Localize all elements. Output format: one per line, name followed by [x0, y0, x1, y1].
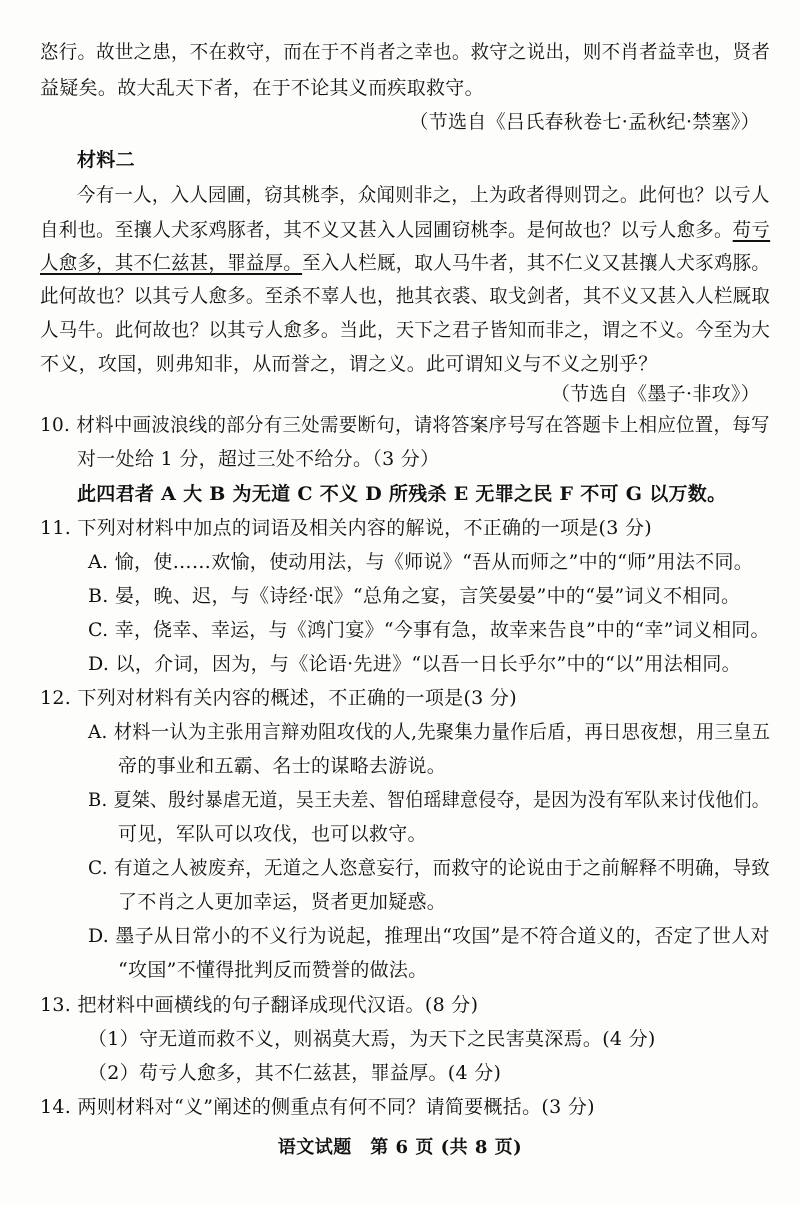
material2-line-6: 不义，攻国，则弗知非，从而誉之，谓之义。此可谓知义与不义之别乎？	[40, 353, 658, 375]
underlined-sentence-part-1: 苟亏	[732, 219, 771, 241]
q13-sentence-2: （2）苟亏人愈多，其不仁兹甚，罪益厚。(4 分)	[88, 1062, 502, 1084]
q12-option-a-line-2: 帝的事业和五霸、名士的谋略去游说。	[118, 755, 447, 777]
q12-stem: 12. 下列对材料有关内容的概述，不正确的一项是(3 分)	[40, 687, 517, 709]
material2-title: 材料二	[77, 149, 135, 171]
underlined-sentence-part-2: 人愈多，其不仁兹甚，罪益厚。	[40, 252, 303, 274]
material2-line-1: 今有一人，入人园圃，窃其桃李，众闻则非之，上为政者得则罚之。此何也？以亏人	[77, 184, 770, 206]
q13-sentence-1: （1）守无道而救不义，则祸莫大焉，为天下之民害莫深焉。(4 分)	[88, 1028, 656, 1050]
q13-stem: 13. 把材料中画横线的句子翻译成现代汉语。(8 分)	[40, 994, 479, 1016]
q12-option-d-line-1: D. 墨子从日常小的不义行为说起，推理出“攻国”是不符合道义的，否定了世人对	[88, 925, 770, 947]
q11-option-d: D. 以，介词，因为，与《论语·先进》“以吾一日长乎尔”中的“以”用法相同。	[88, 653, 741, 675]
page-footer: 语文试题 第 6 页 (共 8 页)	[277, 1137, 523, 1158]
material1-source: （节选自《吕氏春秋卷七·孟秋纪·禁塞》）	[409, 111, 760, 133]
material2-line-2-text: 自利也。至攘人犬豕鸡豚者，其不义又甚入人园圃窃桃李。是何故也？以亏人愈多。	[40, 219, 733, 241]
q10-line-2: 对一处给 1 分，超过三处不给分。（3 分）	[77, 448, 440, 470]
q10-sentence: 此四君者 A 大 B 为无道 C 不义 D 所残杀 E 无罪之民 F 不可 G 以万数。	[77, 483, 727, 505]
material2-source: （节选自《墨子·非攻》）	[550, 383, 760, 405]
material2-line-5: 人马牛。此何故也？以其亏人愈多。当此，天下之君子皆知而非之，谓之不义。今至为大	[40, 319, 771, 341]
q11-stem: 11. 下列对材料中加点的词语及相关内容的解说，不正确的一项是(3 分)	[40, 517, 653, 539]
q12-option-a-line-1: A. 材料一认为主张用言辩劝阻攻伐的人,先聚集力量作后盾，再日思夜想，用三皇五	[88, 721, 771, 743]
material1-line-2: 益疑矣。故大乱天下者，在于不论其义而疾取救守。	[40, 77, 484, 99]
q12-option-b-line-1: B. 夏桀、殷纣暴虐无道，吴王夫差、智伯瑶肆意侵夺，是因为没有军队来讨伐他们。	[88, 789, 771, 811]
q12-option-b-line-2: 可见，军队可以攻伐，也可以救守。	[118, 823, 427, 845]
q12-option-c-line-1: C. 有道之人被废弃，无道之人恣意妄行，而救守的论说由于之前解释不明确，导致	[88, 857, 770, 879]
q11-option-c: C. 幸，侥幸、幸运，与《鸿门宴》“今事有急，故幸来告良”中的“幸”词义相同。	[88, 619, 770, 641]
material1-line-1: 恣行。故世之患，不在救守，而在于不肖者之幸也。救守之说出，则不肖者益幸也，贤者	[40, 41, 771, 63]
q10-line-1: 10. 材料中画波浪线的部分有三处需要断句，请将答案序号写在答题卡上相应位置，每写	[40, 414, 770, 436]
q12-option-d-line-2: “攻国”不懂得批判反而赞誉的做法。	[118, 959, 428, 981]
q11-option-a: A. 愉，使……欢愉，使动用法，与《师说》“吾从而师之”中的“师”用法不同。	[88, 551, 754, 573]
q11-option-b: B. 晏，晚、迟，与《诗经·氓》“总角之宴，言笑晏晏”中的“晏”词义不相同。	[88, 585, 741, 607]
material2-line-3-text: 至入人栏厩，取人马牛者，其不仁义又甚攘人犬豕鸡豚。	[302, 252, 771, 274]
material2-line-3	[40, 251, 770, 275]
material2-line-4: 此何故也？以其亏人愈多。至杀不辜人也，扡其衣裘、取戈剑者，其不义又甚入人栏厩取	[40, 285, 771, 307]
material2-line-2	[40, 218, 770, 242]
q12-option-c-line-2: 了不肖之人更加幸运，贤者更加疑惑。	[118, 891, 447, 913]
q14-stem: 14. 两则材料对“义”阐述的侧重点有何不同？请简要概括。(3 分)	[40, 1096, 595, 1118]
